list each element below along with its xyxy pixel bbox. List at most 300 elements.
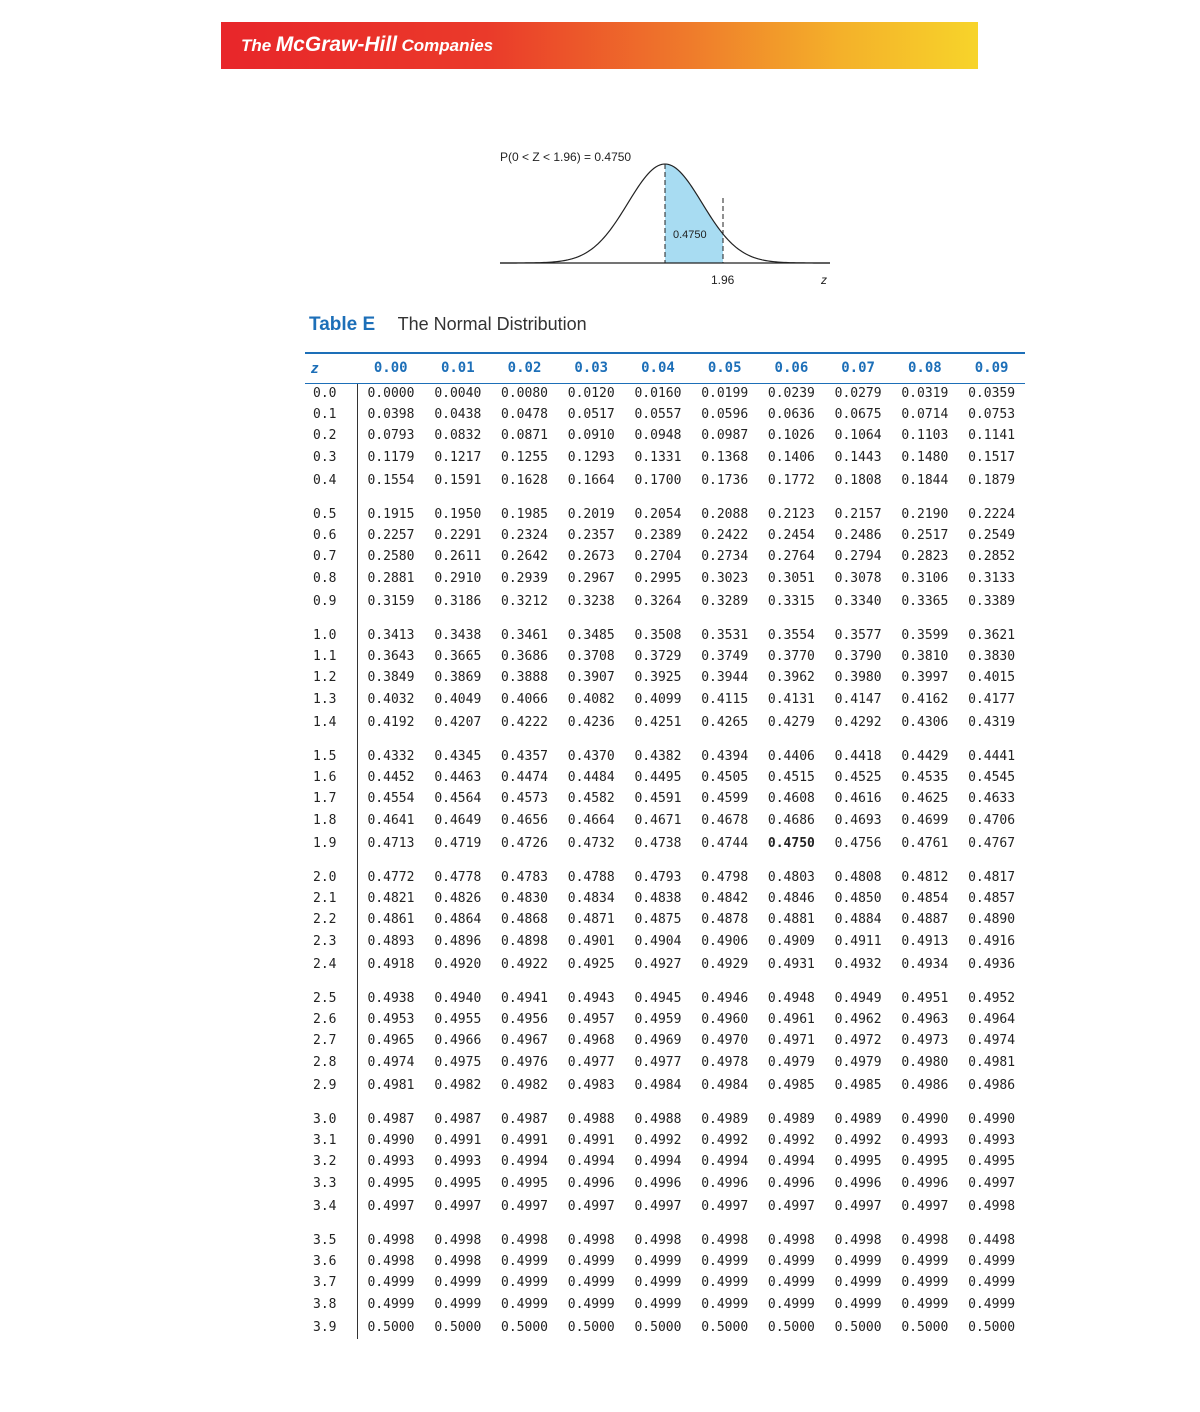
logo-the: The	[241, 36, 272, 55]
probability-cell: 0.5000	[968, 1319, 1016, 1335]
probability-cell: 0.5000	[367, 1319, 415, 1335]
probability-cell: 0.4987	[501, 1112, 548, 1127]
probability-cell: 0.4997	[968, 1175, 1016, 1191]
probability-cell: 0.0040	[434, 386, 482, 402]
table-row	[305, 1315, 1025, 1339]
probability-cell: 0.4999	[634, 1275, 682, 1290]
group-spacer	[305, 734, 1025, 746]
probability-cell: 0.4162	[901, 691, 949, 707]
probability-cell: 0.0359	[968, 386, 1016, 402]
probability-cell: 0.4962	[834, 1012, 882, 1027]
probability-cell: 0.4999	[434, 1296, 482, 1312]
probability-cell: 0.3531	[701, 628, 749, 643]
probability-cell: 0.4998	[767, 1233, 815, 1248]
probability-cell: 0.4992	[767, 1133, 815, 1148]
table-caption	[309, 314, 587, 336]
probability-cell: 0.4991	[567, 1133, 615, 1148]
probability-cell: 0.4927	[634, 956, 682, 972]
z-value-cell: 3.4	[305, 1194, 357, 1218]
spacer-cell	[357, 492, 1025, 504]
probability-cell: 0.4998	[434, 1254, 482, 1269]
probability-cell: 0.4929	[701, 956, 749, 972]
spacer-cell	[305, 1097, 357, 1109]
probability-cell: 0.4999	[701, 1254, 749, 1269]
probability-cell: 0.4564	[434, 791, 482, 806]
probability-cell: 0.4980	[901, 1054, 949, 1070]
z-value-cell: 2.3	[305, 930, 357, 952]
probability-cell: 0.4995	[434, 1175, 482, 1191]
probability-cell: 0.4941	[501, 991, 548, 1006]
probability-cell: 0.4896	[434, 933, 482, 949]
probability-cell: 0.2881	[367, 570, 415, 586]
probability-cell: 0.4989	[767, 1112, 815, 1127]
probability-cell: 0.3621	[968, 628, 1016, 643]
probability-cell: 0.4979	[767, 1054, 815, 1070]
probability-cell: 0.4699	[901, 812, 949, 828]
probability-cell: 0.4961	[767, 1012, 815, 1027]
table-row	[305, 1293, 1025, 1315]
z-value-cell: 0.1	[305, 404, 357, 425]
probability-cell: 0.4793	[634, 870, 682, 885]
probability-cell: 0.4554	[367, 791, 415, 806]
z-value-cell: 0.7	[305, 546, 357, 567]
probability-cell: 0.4993	[367, 1154, 415, 1169]
probability-cell: 0.4948	[767, 991, 815, 1006]
column-header: 0.04	[625, 353, 692, 383]
probability-cell: 0.4706	[968, 812, 1016, 828]
probability-cell: 0.4995	[834, 1154, 882, 1169]
probability-cell: 0.4345	[434, 749, 482, 764]
probability-cell: 0.4515	[767, 770, 815, 785]
probability-cell: 0.5000	[701, 1319, 749, 1335]
probability-cell: 0.4099	[634, 691, 682, 707]
probability-cell: 0.4994	[567, 1154, 615, 1169]
probability-cell: 0.4982	[501, 1077, 548, 1093]
table-row	[305, 1251, 1025, 1272]
table-row	[305, 988, 1025, 1009]
probability-cell: 0.4999	[367, 1296, 415, 1312]
spacer-cell	[305, 492, 357, 504]
probability-cell: 0.4995	[367, 1175, 415, 1191]
group-spacer	[305, 1097, 1025, 1109]
probability-cell: 0.4999	[834, 1254, 882, 1269]
probability-cell: 0.4981	[367, 1077, 415, 1093]
probability-cell: 0.4981	[968, 1054, 1016, 1070]
probability-cell: 0.4967	[501, 1033, 548, 1048]
z-value-cell: 3.8	[305, 1293, 357, 1315]
probability-cell: 0.3159	[367, 593, 415, 609]
probability-cell: 0.4821	[367, 891, 415, 906]
probability-cell: 0.1141	[968, 428, 1016, 443]
probability-cell: 0.4963	[901, 1012, 949, 1027]
probability-cell: 0.4788	[567, 870, 615, 885]
probability-cell: 0.4918	[367, 956, 415, 972]
probability-cell: 0.4973	[901, 1033, 949, 1048]
table-row	[305, 930, 1025, 952]
spacer-cell	[357, 734, 1025, 746]
probability-cell: 0.4989	[834, 1112, 882, 1127]
probability-cell: 0.4989	[701, 1112, 749, 1127]
probability-cell: 0.4015	[968, 670, 1016, 685]
probability-cell: 0.2852	[968, 549, 1016, 564]
probability-cell: 0.4545	[968, 770, 1016, 785]
spacer-cell	[357, 1097, 1025, 1109]
column-header: 0.03	[558, 353, 625, 383]
probability-cell: 0.4985	[767, 1077, 815, 1093]
probability-cell: 0.4207	[434, 714, 482, 730]
probability-cell: 0.4726	[501, 835, 548, 851]
table-row	[305, 1130, 1025, 1151]
probability-cell: 0.4986	[901, 1077, 949, 1093]
probability-cell: 0.4971	[767, 1033, 815, 1048]
probability-cell: 0.4999	[434, 1275, 482, 1290]
probability-cell: 0.2157	[834, 507, 882, 522]
probability-cell: 0.4997	[634, 1198, 682, 1214]
probability-cell: 0.4394	[701, 749, 749, 764]
probability-cell: 0.3729	[634, 649, 682, 664]
table-row	[305, 788, 1025, 809]
probability-cell: 0.4693	[834, 812, 882, 828]
probability-cell: 0.4994	[767, 1154, 815, 1169]
probability-cell: 0.4756	[834, 835, 882, 851]
column-header: 0.01	[424, 353, 491, 383]
probability-cell: 0.4834	[567, 891, 615, 906]
probability-cell: 0.4955	[434, 1012, 482, 1027]
probability-cell: 0.0279	[834, 386, 882, 402]
probability-cell: 0.4925	[567, 956, 615, 972]
probability-cell: 0.4999	[834, 1296, 882, 1312]
probability-cell: 0.3944	[701, 670, 749, 685]
probability-cell: 0.4671	[634, 812, 682, 828]
probability-cell: 0.4279	[767, 714, 815, 730]
probability-cell: 0.0871	[501, 428, 548, 443]
probability-cell: 0.4949	[834, 991, 882, 1006]
probability-cell: 0.5000	[767, 1319, 815, 1335]
table-row	[305, 746, 1025, 767]
probability-cell: 0.0948	[634, 428, 682, 443]
probability-cell: 0.4988	[634, 1112, 682, 1127]
probability-cell: 0.1985	[501, 507, 548, 522]
z-value-cell: 0.5	[305, 504, 357, 525]
probability-cell: 0.4147	[834, 691, 882, 707]
probability-cell: 0.3212	[501, 593, 548, 609]
probability-cell: 0.3962	[767, 670, 815, 685]
probability-cell: 0.2939	[501, 570, 548, 586]
spacer-cell	[357, 1218, 1025, 1230]
probability-cell: 0.5000	[634, 1319, 682, 1335]
table-row	[305, 404, 1025, 425]
table-row	[305, 425, 1025, 446]
group-spacer	[305, 613, 1025, 625]
table-row	[305, 589, 1025, 613]
probability-cell: 0.1736	[701, 472, 749, 488]
probability-cell: 0.3485	[567, 628, 615, 643]
probability-cell: 0.4997	[434, 1198, 482, 1214]
probability-cell: 0.4887	[901, 912, 949, 927]
probability-cell: 0.4850	[834, 891, 882, 906]
probability-cell: 0.2224	[968, 507, 1016, 522]
probability-cell: 0.4535	[901, 770, 949, 785]
probability-cell: 0.4857	[968, 891, 1016, 906]
probability-cell: 0.4994	[634, 1154, 682, 1169]
probability-cell: 0.4406	[767, 749, 815, 764]
probability-cell: 0.4881	[767, 912, 815, 927]
probability-cell: 0.4986	[968, 1077, 1016, 1093]
publisher-logo	[241, 33, 493, 57]
probability-cell: 0.4991	[501, 1133, 548, 1148]
probability-cell: 0.4999	[901, 1296, 949, 1312]
probability-cell: 0.1915	[367, 507, 415, 522]
probability-cell: 0.4945	[634, 991, 682, 1006]
probability-cell: 0.0000	[367, 386, 415, 402]
probability-cell: 0.4890	[968, 912, 1016, 927]
probability-cell: 0.4999	[501, 1254, 548, 1269]
probability-cell: 0.3133	[968, 570, 1016, 586]
z-value-cell: 1.7	[305, 788, 357, 809]
z-value-cell: 0.8	[305, 567, 357, 589]
table-row	[305, 1272, 1025, 1293]
probability-cell: 0.1293	[567, 449, 615, 465]
table-row	[305, 867, 1025, 888]
z-value-cell: 3.3	[305, 1172, 357, 1194]
probability-cell: 0.1255	[501, 449, 548, 465]
probability-cell: 0.4993	[434, 1154, 482, 1169]
probability-cell: 0.3980	[834, 670, 882, 685]
probability-cell: 0.4861	[367, 912, 415, 927]
probability-cell: 0.2764	[767, 549, 815, 564]
probability-cell: 0.4909	[767, 933, 815, 949]
probability-cell: 0.0675	[834, 407, 882, 422]
probability-cell: 0.3315	[767, 593, 815, 609]
probability-cell: 0.4984	[701, 1077, 749, 1093]
probability-cell: 0.4992	[701, 1133, 749, 1148]
probability-cell: 0.2019	[567, 507, 615, 522]
probability-cell: 0.4633	[968, 791, 1016, 806]
z-value-cell: 2.0	[305, 867, 357, 888]
probability-cell: 0.4812	[901, 870, 949, 885]
z-value-cell: 1.4	[305, 710, 357, 734]
z-value-cell: 1.6	[305, 767, 357, 788]
probability-cell: 0.4236	[567, 714, 615, 730]
spacer-cell	[305, 1218, 357, 1230]
probability-cell: 0.4998	[701, 1233, 749, 1248]
probability-cell: 0.3186	[434, 593, 482, 609]
probability-cell: 0.1480	[901, 449, 949, 465]
probability-cell: 0.4996	[567, 1175, 615, 1191]
table-row	[305, 952, 1025, 976]
probability-cell: 0.4976	[501, 1054, 548, 1070]
probability-cell: 0.4997	[834, 1198, 882, 1214]
probability-cell: 0.4964	[968, 1012, 1016, 1027]
probability-cell: 0.4965	[367, 1033, 415, 1048]
column-header: 0.09	[958, 353, 1025, 383]
probability-cell: 0.4953	[367, 1012, 415, 1027]
probability-cell: 0.3051	[767, 570, 815, 586]
probability-cell: 0.4719	[434, 835, 482, 851]
probability-cell: 0.4854	[901, 891, 949, 906]
probability-cell: 0.4686	[767, 812, 815, 828]
probability-cell: 0.4192	[367, 714, 415, 730]
probability-cell: 0.4972	[834, 1033, 882, 1048]
probability-cell: 0.4999	[767, 1296, 815, 1312]
group-spacer	[305, 492, 1025, 504]
probability-cell: 0.4999	[901, 1254, 949, 1269]
probability-cell: 0.3554	[767, 628, 815, 643]
probability-cell: 0.1700	[634, 472, 682, 488]
probability-cell: 0.4940	[434, 991, 482, 1006]
z-value-cell: 1.5	[305, 746, 357, 767]
probability-cell: 0.4932	[834, 956, 882, 972]
probability-cell: 0.3413	[367, 628, 415, 643]
probability-cell: 0.1517	[968, 449, 1016, 465]
probability-cell: 0.4808	[834, 870, 882, 885]
z-value-cell: 0.2	[305, 425, 357, 446]
probability-cell: 0.4115	[701, 691, 749, 707]
probability-cell: 0.2357	[567, 528, 615, 543]
z-value-cell: 3.7	[305, 1272, 357, 1293]
z-value-cell: 3.9	[305, 1315, 357, 1339]
probability-cell: 0.3925	[634, 670, 682, 685]
table-title: The Normal Distribution	[397, 314, 587, 334]
normal-distribution-table	[305, 352, 1025, 1339]
probability-cell: 0.4996	[634, 1175, 682, 1191]
z-value-label: 1.96	[711, 273, 735, 287]
probability-cell: 0.4616	[834, 791, 882, 806]
probability-cell: 0.4998	[834, 1233, 882, 1248]
probability-cell: 0.4997	[567, 1198, 615, 1214]
probability-cell: 0.2422	[701, 528, 749, 543]
z-value-cell: 2.9	[305, 1073, 357, 1097]
probability-cell: 0.4049	[434, 691, 482, 707]
table-row	[305, 667, 1025, 688]
probability-cell: 0.4798	[701, 870, 749, 885]
z-value-cell: 3.0	[305, 1109, 357, 1130]
probability-cell: 0.4998	[501, 1233, 548, 1248]
probability-cell: 0.4997	[767, 1198, 815, 1214]
column-header: 0.06	[758, 353, 825, 383]
probability-cell: 0.2910	[434, 570, 482, 586]
probability-cell: 0.4916	[968, 933, 1016, 949]
probability-cell: 0.4999	[968, 1275, 1016, 1290]
logo-companies: Companies	[401, 36, 494, 55]
probability-cell: 0.3340	[834, 593, 882, 609]
spacer-cell	[357, 976, 1025, 988]
probability-cell: 0.4591	[634, 791, 682, 806]
probability-cell: 0.3078	[834, 570, 882, 586]
probability-cell: 0.1179	[367, 449, 415, 465]
z-value-cell: 2.2	[305, 909, 357, 930]
probability-cell: 0.4996	[901, 1175, 949, 1191]
group-spacer	[305, 855, 1025, 867]
probability-cell: 0.0793	[367, 428, 415, 443]
probability-cell: 0.4997	[701, 1198, 749, 1214]
probability-cell: 0.2611	[434, 549, 482, 564]
probability-cell: 0.4893	[367, 933, 415, 949]
probability-cell: 0.4898	[501, 933, 548, 949]
probability-cell: 0.4906	[701, 933, 749, 949]
probability-cell: 0.4994	[501, 1154, 548, 1169]
table-row	[305, 888, 1025, 909]
probability-cell: 0.4846	[767, 891, 815, 906]
spacer-cell	[357, 613, 1025, 625]
probability-cell: 0.1103	[901, 428, 949, 443]
table-row	[305, 1073, 1025, 1097]
probability-cell: 0.4306	[901, 714, 949, 730]
probability-cell: 0.0199	[701, 386, 749, 402]
column-header: 0.00	[357, 353, 424, 383]
probability-cell: 0.3643	[367, 649, 415, 664]
group-spacer	[305, 976, 1025, 988]
probability-cell: 0.2257	[367, 528, 415, 543]
probability-cell: 0.0910	[567, 428, 615, 443]
z-value-cell: 1.8	[305, 809, 357, 831]
spacer-cell	[305, 734, 357, 746]
probability-cell: 0.4978	[701, 1054, 749, 1070]
probability-cell: 0.0517	[567, 407, 615, 422]
probability-cell: 0.3708	[567, 649, 615, 664]
probability-cell: 0.4995	[968, 1154, 1016, 1169]
probability-cell: 0.4599	[701, 791, 749, 806]
table-row	[305, 1051, 1025, 1073]
z-value-cell: 0.0	[305, 383, 357, 404]
probability-cell: 0.4974	[968, 1033, 1016, 1048]
table-row	[305, 646, 1025, 667]
publisher-banner	[221, 22, 978, 69]
probability-cell: 0.4441	[968, 749, 1016, 764]
probability-cell: 0.4783	[501, 870, 548, 885]
probability-cell: 0.4656	[501, 812, 548, 828]
probability-cell: 0.4946	[701, 991, 749, 1006]
z-value-cell: 2.1	[305, 888, 357, 909]
probability-cell: 0.2123	[767, 507, 815, 522]
probability-cell: 0.3289	[701, 593, 749, 609]
probability-cell: 0.4999	[968, 1254, 1016, 1269]
probability-cell: 0.4332	[367, 749, 415, 764]
probability-cell: 0.2486	[834, 528, 882, 543]
probability-cell: 0.4970	[701, 1033, 749, 1048]
z-value-cell: 2.6	[305, 1009, 357, 1030]
probability-cell: 0.2291	[434, 528, 482, 543]
probability-cell: 0.4994	[701, 1154, 749, 1169]
probability-cell: 0.0636	[767, 407, 815, 422]
probability-cell: 0.4943	[567, 991, 615, 1006]
probability-cell: 0.2642	[501, 549, 548, 564]
probability-cell: 0.4884	[834, 912, 882, 927]
column-header: 0.08	[891, 353, 958, 383]
probability-cell: 0.4999	[634, 1296, 682, 1312]
spacer-cell	[305, 976, 357, 988]
probability-cell: 0.0398	[367, 407, 415, 422]
probability-cell: 0.0160	[634, 386, 682, 402]
probability-cell: 0.4871	[567, 912, 615, 927]
probability-cell: 0.4968	[567, 1033, 615, 1048]
probability-cell: 0.4484	[567, 770, 615, 785]
probability-cell: 0.1591	[434, 472, 482, 488]
probability-cell: 0.4990	[367, 1133, 415, 1148]
table-row	[305, 446, 1025, 468]
probability-cell: 0.3849	[367, 670, 415, 685]
probability-cell: 0.4990	[968, 1112, 1016, 1127]
area-label: 0.4750	[673, 229, 707, 241]
probability-cell: 0.4984	[634, 1077, 682, 1093]
probability-cell: 0.3869	[434, 670, 482, 685]
probability-cell: 0.4959	[634, 1012, 682, 1027]
probability-cell: 0.4969	[634, 1033, 682, 1048]
spacer-cell	[305, 855, 357, 867]
probability-cell: 0.4495	[634, 770, 682, 785]
z-value-cell: 1.2	[305, 667, 357, 688]
column-header-row	[305, 353, 1025, 383]
